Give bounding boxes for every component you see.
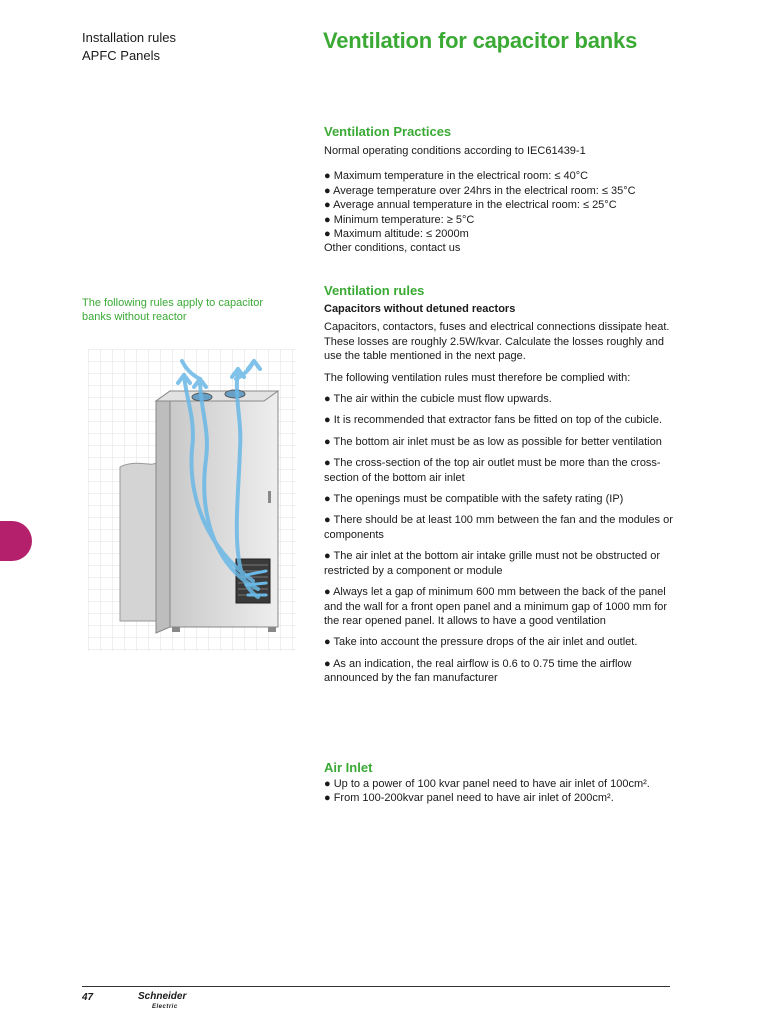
- document-header: [82, 29, 176, 65]
- rules-subheading: Capacitors without detuned reactors: [324, 303, 516, 315]
- practices-section: [324, 124, 674, 256]
- rules-item: ● The bottom air inlet must be as low as possible for better ventilation: [324, 435, 662, 448]
- rules-item: ● Always let a gap of minimum 600 mm between the back of the panel and the wall for a front open panel and a minimum gap of 1000 mm for the rear opened panel. It allows to have a good ventilation: [324, 586, 668, 627]
- cabinet-foot: [172, 627, 180, 632]
- cabinet-top: [156, 391, 278, 401]
- wall-panel: [120, 463, 156, 621]
- practices-item: ● Average temperature over 24hrs in the electrical room: ≤ 35°C: [324, 184, 636, 197]
- rules-heading: Ventilation rules: [324, 283, 425, 298]
- air-inlet-item: ● From 100-200kvar panel need to have air inlet of 200cm².: [324, 792, 614, 805]
- practices-item: ● Maximum altitude: ≤ 2000m: [324, 228, 469, 241]
- rules-item: ● The air inlet at the bottom air intake grille must not be obstructed or restricted by a component or module: [324, 550, 660, 577]
- rules-section: [324, 283, 674, 693]
- top-outlet-2: [225, 390, 245, 398]
- practices-item: ● Maximum temperature in the electrical room: ≤ 40°C: [324, 170, 589, 183]
- footer-divider: [82, 986, 670, 987]
- rules-paragraph: The following ventilation rules must therefore be complied with:: [324, 371, 631, 384]
- air-inlet-item: ● Up to a power of 100 kvar panel need to have air inlet of 100cm².: [324, 778, 650, 790]
- page-title: Ventilation for capacitor banks: [323, 28, 638, 53]
- air-inlet-heading: Air Inlet: [324, 760, 373, 775]
- rules-paragraph: Capacitors, contactors, fuses and electrical connections dissipate heat. These losses are roughly 2.5W/kvar. Calculate the losses roughly and use the table mentioned in the next page.: [324, 321, 670, 363]
- rules-item: ● Take into account the pressure drops of the air inlet and outlet.: [324, 636, 638, 649]
- header-product-label: APFC Panels: [82, 48, 161, 63]
- cabinet-foot: [268, 627, 276, 632]
- rules-item: ● There should be at least 100 mm between the fan and the modules or components: [324, 514, 673, 541]
- cubicle-airflow-diagram: [88, 349, 296, 651]
- practices-intro: Normal operating conditions according to IEC61439-1: [324, 145, 586, 157]
- brand-subname: Electric: [152, 1004, 178, 1010]
- side-note: The following rules apply to capacitor banks without reactor: [82, 297, 263, 324]
- practices-item: ● Average annual temperature in the electrical room: ≤ 25°C: [324, 199, 617, 212]
- header-section-label: Installation rules: [82, 30, 176, 45]
- practices-list: [324, 169, 674, 255]
- cubicle-illustration: [88, 349, 296, 651]
- rules-item: ● As an indication, the real airflow is 0.6 to 0.75 time the airflow announced by the fan manufacturer: [324, 657, 632, 685]
- door-handle: [268, 491, 271, 503]
- practices-item: Other conditions, contact us: [324, 242, 461, 255]
- air-inlet-list: [324, 777, 674, 806]
- rules-item: ● The air within the cubicle must flow upwards.: [324, 393, 552, 406]
- page-number: 47: [82, 992, 94, 1003]
- rules-item: ● The cross-section of the top air outlet must be more than the cross-section of the bottom air inlet: [324, 457, 661, 484]
- brand-logo: [138, 992, 186, 1012]
- practices-item: ● Minimum temperature: ≥ 5°C: [324, 213, 475, 226]
- rules-item: ● The openings must be compatible with the safety rating (IP): [324, 493, 624, 506]
- rules-body: [324, 320, 674, 685]
- chapter-tab-marker: [0, 521, 32, 561]
- cabinet-side: [156, 391, 170, 633]
- practices-heading: Ventilation Practices: [324, 124, 452, 139]
- brand-name: Schneider: [138, 991, 187, 1002]
- air-inlet-section: [324, 760, 674, 806]
- rules-item: ● It is recommended that extractor fans be fitted on top of the cubicle.: [324, 414, 663, 427]
